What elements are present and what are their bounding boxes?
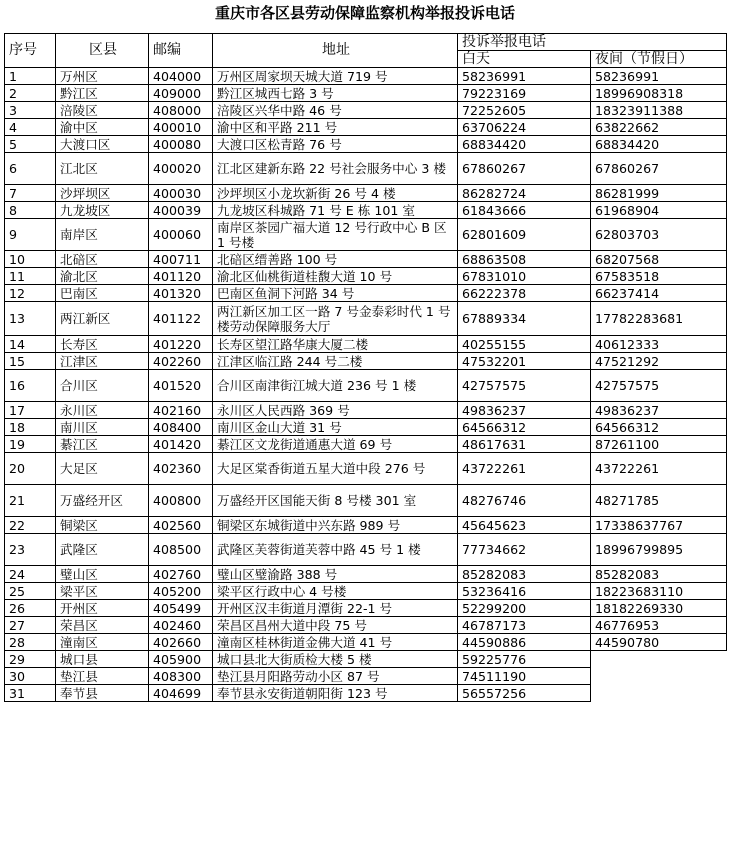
cell-seq: 24 [5, 566, 56, 583]
cell-postcode: 401520 [149, 370, 213, 402]
cell-address: 綦江区文龙街道通惠大道 69 号 [213, 436, 458, 453]
cell-district: 梁平区 [56, 583, 149, 600]
cell-district: 城口县 [56, 651, 149, 668]
cell-day: 45645623 [458, 517, 591, 534]
cell-day: 40255155 [458, 336, 591, 353]
table-row [5, 251, 727, 268]
cell-address: 永川区人民西路 369 号 [213, 402, 458, 419]
header-day: 白天 [458, 51, 591, 68]
cell-seq: 3 [5, 102, 56, 119]
cell-postcode: 405499 [149, 600, 213, 617]
cell-address: 潼南区桂林街道金佛大道 41 号 [213, 634, 458, 651]
cell-day: 67860267 [458, 153, 591, 185]
table-row [5, 634, 727, 651]
cell-district: 渝中区 [56, 119, 149, 136]
cell-seq: 25 [5, 583, 56, 600]
cell-seq: 23 [5, 534, 56, 566]
table-row [5, 485, 727, 517]
cell-district: 万州区 [56, 68, 149, 85]
cell-postcode: 400800 [149, 485, 213, 517]
cell-postcode: 402660 [149, 634, 213, 651]
header-seq: 序号 [5, 34, 56, 68]
cell-seq: 14 [5, 336, 56, 353]
cell-address: 长寿区望江路华康大厦二楼 [213, 336, 458, 353]
cell-district: 长寿区 [56, 336, 149, 353]
cell-day: 61843666 [458, 202, 591, 219]
table-row [5, 102, 727, 119]
cell-seq: 21 [5, 485, 56, 517]
cell-district: 垫江县 [56, 668, 149, 685]
table-row [5, 153, 727, 185]
cell-district: 九龙坡区 [56, 202, 149, 219]
cell-night: 66237414 [591, 285, 727, 302]
cell-address: 江北区建新东路 22 号社会服务中心 3 楼 [213, 153, 458, 185]
cell-night: 85282083 [591, 566, 727, 583]
cell-postcode: 401320 [149, 285, 213, 302]
cell-postcode: 402460 [149, 617, 213, 634]
cell-address: 黔江区城西七路 3 号 [213, 85, 458, 102]
cell-address: 渝北区仙桃街道桂馥大道 10 号 [213, 268, 458, 285]
cell-district: 南川区 [56, 419, 149, 436]
cell-seq: 8 [5, 202, 56, 219]
table-row [5, 651, 727, 668]
cell-postcode: 400711 [149, 251, 213, 268]
cell-district: 渝北区 [56, 268, 149, 285]
cell-day: 58236991 [458, 68, 591, 85]
cell-seq: 29 [5, 651, 56, 668]
cell-address: 江津区临江路 244 号二楼 [213, 353, 458, 370]
cell-postcode: 401120 [149, 268, 213, 285]
cell-seq: 16 [5, 370, 56, 402]
cell-address: 巴南区鱼洞下河路 34 号 [213, 285, 458, 302]
cell-postcode: 408000 [149, 102, 213, 119]
cell-day: 44590886 [458, 634, 591, 651]
cell-night: 49836237 [591, 402, 727, 419]
table-row [5, 566, 727, 583]
cell-seq: 6 [5, 153, 56, 185]
table-row [5, 302, 727, 336]
cell-address: 铜梁区东城街道中兴东路 989 号 [213, 517, 458, 534]
cell-district: 潼南区 [56, 634, 149, 651]
cell-postcode: 400020 [149, 153, 213, 185]
cell-district: 大足区 [56, 453, 149, 485]
cell-district: 黔江区 [56, 85, 149, 102]
cell-district: 南岸区 [56, 219, 149, 251]
cell-day: 79223169 [458, 85, 591, 102]
cell-night: 18996799895 [591, 534, 727, 566]
cell-seq: 26 [5, 600, 56, 617]
table-row [5, 436, 727, 453]
cell-night: 42757575 [591, 370, 727, 402]
cell-seq: 12 [5, 285, 56, 302]
cell-day: 74511190 [458, 668, 591, 685]
cell-day: 53236416 [458, 583, 591, 600]
cell-district: 北碚区 [56, 251, 149, 268]
cell-address: 涪陵区兴华中路 46 号 [213, 102, 458, 119]
cell-night: 64566312 [591, 419, 727, 436]
cell-address: 武隆区芙蓉街道芙蓉中路 45 号 1 楼 [213, 534, 458, 566]
cell-seq: 30 [5, 668, 56, 685]
cell-address: 大渡口区松青路 76 号 [213, 136, 458, 153]
cell-address: 沙坪坝区小龙坎新街 26 号 4 楼 [213, 185, 458, 202]
cell-district: 奉节县 [56, 685, 149, 702]
cell-district: 綦江区 [56, 436, 149, 453]
cell-seq: 10 [5, 251, 56, 268]
cell-address: 南川区金山大道 31 号 [213, 419, 458, 436]
cell-postcode: 404000 [149, 68, 213, 85]
table-row [5, 370, 727, 402]
cell-address: 荣昌区昌州大道中段 75 号 [213, 617, 458, 634]
cell-day: 68834420 [458, 136, 591, 153]
cell-postcode: 402360 [149, 453, 213, 485]
cell-night: 17338637767 [591, 517, 727, 534]
contact-table [4, 33, 727, 702]
table-row [5, 268, 727, 285]
cell-night: 18323911388 [591, 102, 727, 119]
cell-day: 67889334 [458, 302, 591, 336]
cell-day: 59225776 [458, 651, 591, 668]
cell-night: 86281999 [591, 185, 727, 202]
cell-seq: 31 [5, 685, 56, 702]
cell-night: 87261100 [591, 436, 727, 453]
table-row [5, 685, 727, 702]
cell-seq: 15 [5, 353, 56, 370]
cell-postcode: 401420 [149, 436, 213, 453]
cell-night: 58236991 [591, 68, 727, 85]
cell-seq: 22 [5, 517, 56, 534]
cell-district: 璧山区 [56, 566, 149, 583]
cell-seq: 18 [5, 419, 56, 436]
cell-night: 18182269330 [591, 600, 727, 617]
header-district: 区县 [56, 34, 149, 68]
table-row [5, 419, 727, 436]
table-row [5, 202, 727, 219]
cell-postcode: 408300 [149, 668, 213, 685]
table-row [5, 85, 727, 102]
table-row [5, 517, 727, 534]
page-title: 重庆市各区县劳动保障监察机构举报投诉电话 [214, 4, 515, 22]
cell-postcode: 400080 [149, 136, 213, 153]
table-row [5, 119, 727, 136]
cell-district: 铜梁区 [56, 517, 149, 534]
cell-night [591, 685, 727, 702]
cell-postcode: 405200 [149, 583, 213, 600]
cell-night: 68834420 [591, 136, 727, 153]
cell-address: 垫江县月阳路劳动小区 87 号 [213, 668, 458, 685]
cell-night: 67583518 [591, 268, 727, 285]
cell-day: 72252605 [458, 102, 591, 119]
cell-day: 56557256 [458, 685, 591, 702]
table-row [5, 583, 727, 600]
table-body [5, 68, 727, 702]
cell-seq: 7 [5, 185, 56, 202]
cell-seq: 28 [5, 634, 56, 651]
cell-night: 47521292 [591, 353, 727, 370]
cell-address: 九龙坡区科城路 71 号 E 栋 101 室 [213, 202, 458, 219]
cell-postcode: 400010 [149, 119, 213, 136]
cell-seq: 17 [5, 402, 56, 419]
cell-night: 46776953 [591, 617, 727, 634]
header-night: 夜间（节假日） [591, 51, 727, 68]
cell-night: 18996908318 [591, 85, 727, 102]
cell-seq: 11 [5, 268, 56, 285]
cell-day: 63706224 [458, 119, 591, 136]
cell-day: 47532201 [458, 353, 591, 370]
cell-seq: 5 [5, 136, 56, 153]
cell-postcode: 402160 [149, 402, 213, 419]
table-row [5, 453, 727, 485]
cell-night: 67860267 [591, 153, 727, 185]
cell-seq: 9 [5, 219, 56, 251]
cell-day: 86282724 [458, 185, 591, 202]
cell-address: 万州区周家坝天城大道 719 号 [213, 68, 458, 85]
cell-seq: 2 [5, 85, 56, 102]
cell-day: 66222378 [458, 285, 591, 302]
cell-day: 64566312 [458, 419, 591, 436]
cell-district: 武隆区 [56, 534, 149, 566]
header-postcode: 邮编 [149, 34, 213, 68]
cell-night: 63822662 [591, 119, 727, 136]
cell-postcode: 400030 [149, 185, 213, 202]
cell-night: 48271785 [591, 485, 727, 517]
table-row [5, 336, 727, 353]
cell-address: 开州区汉丰街道月潭街 22-1 号 [213, 600, 458, 617]
cell-address: 奉节县永安街道朝阳街 123 号 [213, 685, 458, 702]
cell-district: 两江新区 [56, 302, 149, 336]
cell-address: 合川区南津街江城大道 236 号 1 楼 [213, 370, 458, 402]
cell-day: 62801609 [458, 219, 591, 251]
cell-day: 49836237 [458, 402, 591, 419]
table-row [5, 617, 727, 634]
cell-district: 永川区 [56, 402, 149, 419]
table-row [5, 353, 727, 370]
cell-day: 85282083 [458, 566, 591, 583]
table-row [5, 402, 727, 419]
cell-address: 城口县北大街质检大楼 5 楼 [213, 651, 458, 668]
header-address: 地址 [213, 34, 458, 68]
cell-postcode: 408500 [149, 534, 213, 566]
cell-postcode: 404699 [149, 685, 213, 702]
table-row [5, 136, 727, 153]
cell-night [591, 651, 727, 668]
cell-night: 68207568 [591, 251, 727, 268]
cell-night: 18223683110 [591, 583, 727, 600]
cell-day: 42757575 [458, 370, 591, 402]
cell-day: 46787173 [458, 617, 591, 634]
cell-address: 万盛经开区国能天街 8 号楼 301 室 [213, 485, 458, 517]
cell-seq: 13 [5, 302, 56, 336]
cell-district: 沙坪坝区 [56, 185, 149, 202]
cell-postcode: 400060 [149, 219, 213, 251]
cell-postcode: 400039 [149, 202, 213, 219]
cell-night: 17782283681 [591, 302, 727, 336]
cell-district: 巴南区 [56, 285, 149, 302]
cell-seq: 4 [5, 119, 56, 136]
cell-day: 77734662 [458, 534, 591, 566]
cell-district: 荣昌区 [56, 617, 149, 634]
cell-address: 北碚区缙善路 100 号 [213, 251, 458, 268]
cell-postcode: 402560 [149, 517, 213, 534]
table-row [5, 219, 727, 251]
cell-day: 48617631 [458, 436, 591, 453]
cell-seq: 1 [5, 68, 56, 85]
cell-district: 万盛经开区 [56, 485, 149, 517]
cell-address: 两江新区加工区一路 7 号金泰彩时代 1 号楼劳动保障服务大厅 [213, 302, 458, 336]
table-row [5, 600, 727, 617]
cell-address: 梁平区行政中心 4 号楼 [213, 583, 458, 600]
cell-district: 涪陵区 [56, 102, 149, 119]
cell-district: 合川区 [56, 370, 149, 402]
cell-district: 开州区 [56, 600, 149, 617]
cell-day: 48276746 [458, 485, 591, 517]
table-row [5, 68, 727, 85]
cell-postcode: 402760 [149, 566, 213, 583]
cell-day: 68863508 [458, 251, 591, 268]
cell-address: 渝中区和平路 211 号 [213, 119, 458, 136]
cell-night: 44590780 [591, 634, 727, 651]
cell-postcode: 401220 [149, 336, 213, 353]
header-phone-group: 投诉举报电话 [458, 34, 727, 51]
cell-district: 江津区 [56, 353, 149, 370]
cell-day: 52299200 [458, 600, 591, 617]
cell-postcode: 408400 [149, 419, 213, 436]
cell-postcode: 402260 [149, 353, 213, 370]
cell-day: 67831010 [458, 268, 591, 285]
cell-seq: 19 [5, 436, 56, 453]
cell-postcode: 409000 [149, 85, 213, 102]
table-row [5, 285, 727, 302]
cell-postcode: 401122 [149, 302, 213, 336]
cell-district: 江北区 [56, 153, 149, 185]
cell-address: 璧山区璧渝路 388 号 [213, 566, 458, 583]
cell-night: 40612333 [591, 336, 727, 353]
cell-night [591, 668, 727, 685]
cell-night: 61968904 [591, 202, 727, 219]
cell-address: 南岸区茶园广福大道 12 号行政中心 B 区 1 号楼 [213, 219, 458, 251]
table-row [5, 668, 727, 685]
cell-seq: 20 [5, 453, 56, 485]
cell-district: 大渡口区 [56, 136, 149, 153]
cell-address: 大足区棠香街道五星大道中段 276 号 [213, 453, 458, 485]
cell-postcode: 405900 [149, 651, 213, 668]
cell-night: 62803703 [591, 219, 727, 251]
cell-night: 43722261 [591, 453, 727, 485]
table-row [5, 534, 727, 566]
cell-day: 43722261 [458, 453, 591, 485]
cell-seq: 27 [5, 617, 56, 634]
table-row [5, 185, 727, 202]
